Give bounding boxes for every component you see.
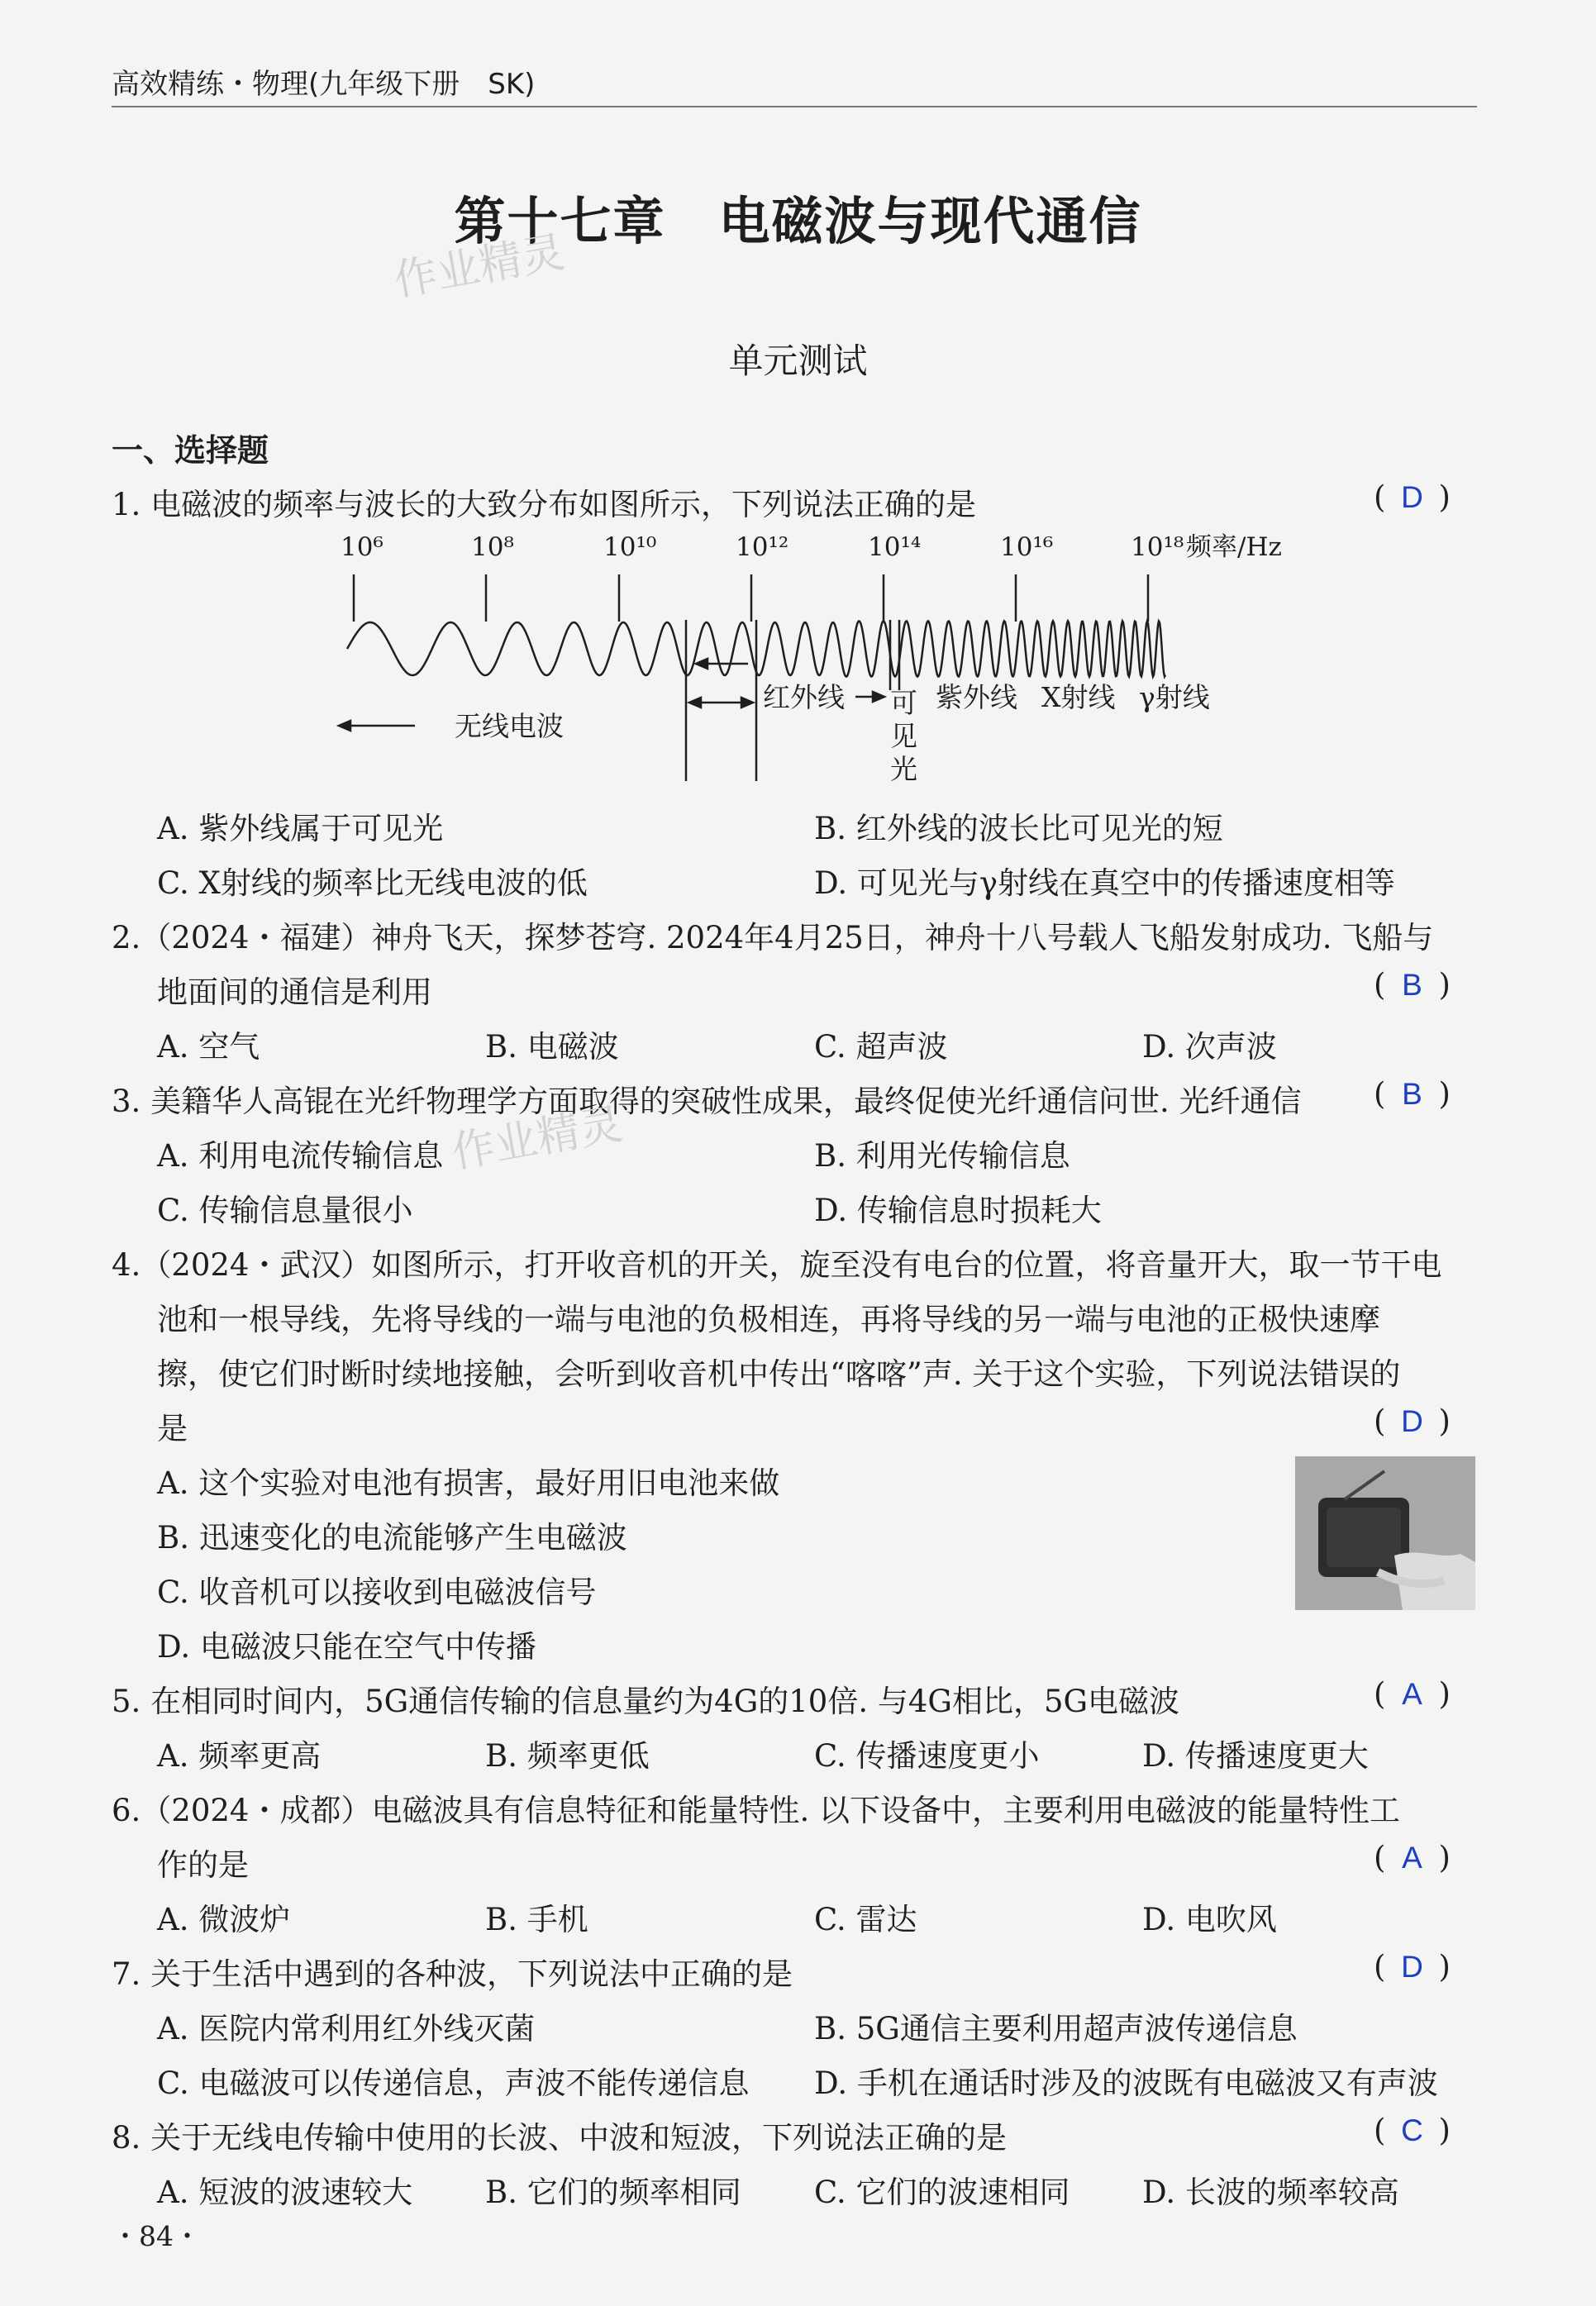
q8-option-c: C. 它们的波速相同: [814, 2175, 1070, 2210]
freq-ticks: [354, 574, 1148, 622]
em-spectrum-figure: [314, 529, 1322, 793]
q1-option-c: C. X射线的频率比无线电波的低: [157, 865, 588, 901]
answer-letter: A: [1402, 1677, 1422, 1711]
q4-option-a: A. 这个实验对电池有损害，最好用旧电池来做: [157, 1465, 780, 1501]
question-4-stem-line3: 擦，使它们时断时续地接触，会听到收音机中传出“喀喀”声. 关于这个实验，下列说法错误的: [157, 1356, 1401, 1392]
question-3-answer: ( B ): [1374, 1076, 1451, 1112]
q6-option-a: A. 微波炉: [157, 1902, 291, 1937]
q5-option-c: C. 传播速度更小: [814, 1738, 1040, 1774]
freq-unit: 频率/Hz: [1186, 532, 1282, 562]
q2-option-a: A. 空气: [157, 1029, 260, 1065]
answer-letter: C: [1401, 2113, 1423, 2147]
q3-option-d: D. 传输信息时损耗大: [814, 1193, 1102, 1228]
header-rule: [112, 106, 1477, 107]
q7-option-d: D. 手机在通话时涉及的波既有电磁波又有声波: [814, 2065, 1438, 2101]
question-8-stem: 8. 关于无线电传输中使用的长波、中波和短波，下列说法正确的是: [112, 2120, 1008, 2156]
page-number: ・84・: [112, 2220, 201, 2252]
section-title: 一、选择题: [112, 432, 269, 469]
question-2-answer: ( B ): [1374, 967, 1451, 1003]
q5-option-b: B. 频率更低: [485, 1738, 650, 1774]
q2-option-c: C. 超声波: [814, 1029, 948, 1065]
label-visible-3: 光: [890, 753, 917, 785]
label-radio: 无线电波: [455, 710, 564, 742]
unit-title: 单元测试: [728, 341, 868, 381]
freq-label: 10⁶: [341, 532, 384, 562]
question-8-answer: ( C ): [1374, 2113, 1451, 2148]
q1-option-d: D. 可见光与γ射线在真空中的传播速度相等: [814, 865, 1395, 901]
q7-option-c: C. 电磁波可以传递信息，声波不能传递信息: [157, 2065, 750, 2101]
q2-option-d: D. 次声波: [1142, 1029, 1277, 1065]
answer-letter: D: [1401, 1404, 1423, 1438]
answer-letter: D: [1401, 1950, 1423, 1984]
answer-letter: D: [1401, 480, 1423, 514]
freq-label: 10¹⁸: [1131, 532, 1184, 562]
question-6-stem-line1: 6.（2024・成都）电磁波具有信息特征和能量特性. 以下设备中，主要利用电磁波的能量特性工: [112, 1793, 1400, 1828]
question-1-stem: 1. 电磁波的频率与波长的大致分布如图所示，下列说法正确的是: [112, 487, 977, 522]
q3-option-c: C. 传输信息量很小: [157, 1193, 413, 1228]
question-4-answer: ( D ): [1374, 1403, 1451, 1439]
answer-letter: B: [1402, 1077, 1422, 1111]
question-3-stem: 3. 美籍华人高锟在光纤物理学方面取得的突破性成果，最终促使光纤通信问世. 光纤通信: [112, 1084, 1302, 1119]
question-7-stem: 7. 关于生活中遇到的各种波，下列说法中正确的是: [112, 1956, 793, 1992]
question-1-answer: ( D ): [1374, 479, 1451, 515]
watermark: 作业精灵: [448, 1099, 626, 1179]
q8-option-b: B. 它们的频率相同: [485, 2175, 741, 2210]
q2-option-b: B. 电磁波: [485, 1029, 619, 1065]
label-gamma: γ射线: [1139, 681, 1210, 713]
label-xray: X射线: [1041, 681, 1116, 713]
region-labels: [455, 681, 1210, 785]
question-6-stem-line2: 作的是: [157, 1847, 249, 1883]
question-5-stem: 5. 在相同时间内，5G通信传输的信息量约为4G的10倍. 与4G相比，5G电磁波: [112, 1684, 1180, 1719]
question-4-stem-line2: 池和一根导线，先将导线的一端与电池的负极相连，再将导线的另一端与电池的正极快速摩: [157, 1302, 1380, 1337]
question-2-stem-line1: 2.（2024・福建）神舟飞天，探梦苍穹. 2024年4月25日，神舟十八号载人飞船发射成功. 飞船与: [112, 920, 1434, 955]
freq-label: 10¹⁰: [603, 532, 657, 562]
q1-option-b: B. 红外线的波长比可见光的短: [814, 811, 1223, 846]
freq-tick-labels: [341, 532, 1282, 562]
q5-option-a: A. 频率更高: [157, 1738, 322, 1774]
freq-label: 10⁸: [471, 532, 514, 562]
label-ultraviolet: 紫外线: [936, 681, 1017, 713]
q8-option-d: D. 长波的频率较高: [1142, 2175, 1399, 2210]
label-infrared: 红外线: [763, 681, 845, 713]
radio-experiment-photo: [1295, 1456, 1475, 1610]
q3-option-b: B. 利用光传输信息: [814, 1138, 1070, 1174]
q4-option-b: B. 迅速变化的电流能够产生电磁波: [157, 1520, 627, 1556]
q5-option-d: D. 传播速度更大: [1142, 1738, 1369, 1774]
q1-option-a: A. 紫外线属于可见光: [157, 811, 444, 846]
running-header: 高效精练・物理(九年级下册 SK): [112, 68, 536, 101]
question-5-answer: ( A ): [1374, 1676, 1451, 1712]
label-visible-1: 可: [890, 687, 917, 719]
question-2-stem-line2: 地面间的通信是利用: [157, 974, 432, 1010]
freq-label: 10¹⁶: [1000, 532, 1054, 562]
freq-label: 10¹²: [736, 532, 789, 562]
answer-letter: A: [1402, 1841, 1422, 1875]
watermark: 作业精灵: [390, 227, 569, 307]
q6-option-b: B. 手机: [485, 1902, 588, 1937]
answer-letter: B: [1402, 968, 1422, 1002]
q7-option-b: B. 5G通信主要利用超声波传递信息: [814, 2011, 1298, 2046]
q6-option-d: D. 电吹风: [1142, 1902, 1277, 1937]
question-4-stem-line4: 是: [157, 1411, 188, 1446]
freq-label: 10¹⁴: [868, 532, 922, 562]
question-7-answer: ( D ): [1374, 1949, 1451, 1984]
q7-option-a: A. 医院内常利用红外线灭菌: [157, 2011, 536, 2046]
q3-option-a: A. 利用电流传输信息: [157, 1138, 444, 1174]
q6-option-c: C. 雷达: [814, 1902, 917, 1937]
chapter-title: 第十七章 电磁波与现代通信: [454, 191, 1142, 251]
question-4-stem-line1: 4.（2024・武汉）如图所示，打开收音机的开关，旋至没有电台的位置，将音量开大，取一节干电: [112, 1247, 1442, 1283]
q8-option-a: A. 短波的波速较大: [157, 2175, 413, 2210]
q4-option-d: D. 电磁波只能在空气中传播: [157, 1629, 536, 1665]
label-visible-2: 见: [890, 720, 917, 752]
question-6-answer: ( A ): [1374, 1840, 1451, 1875]
q4-option-c: C. 收音机可以接收到电磁波信号: [157, 1575, 597, 1610]
